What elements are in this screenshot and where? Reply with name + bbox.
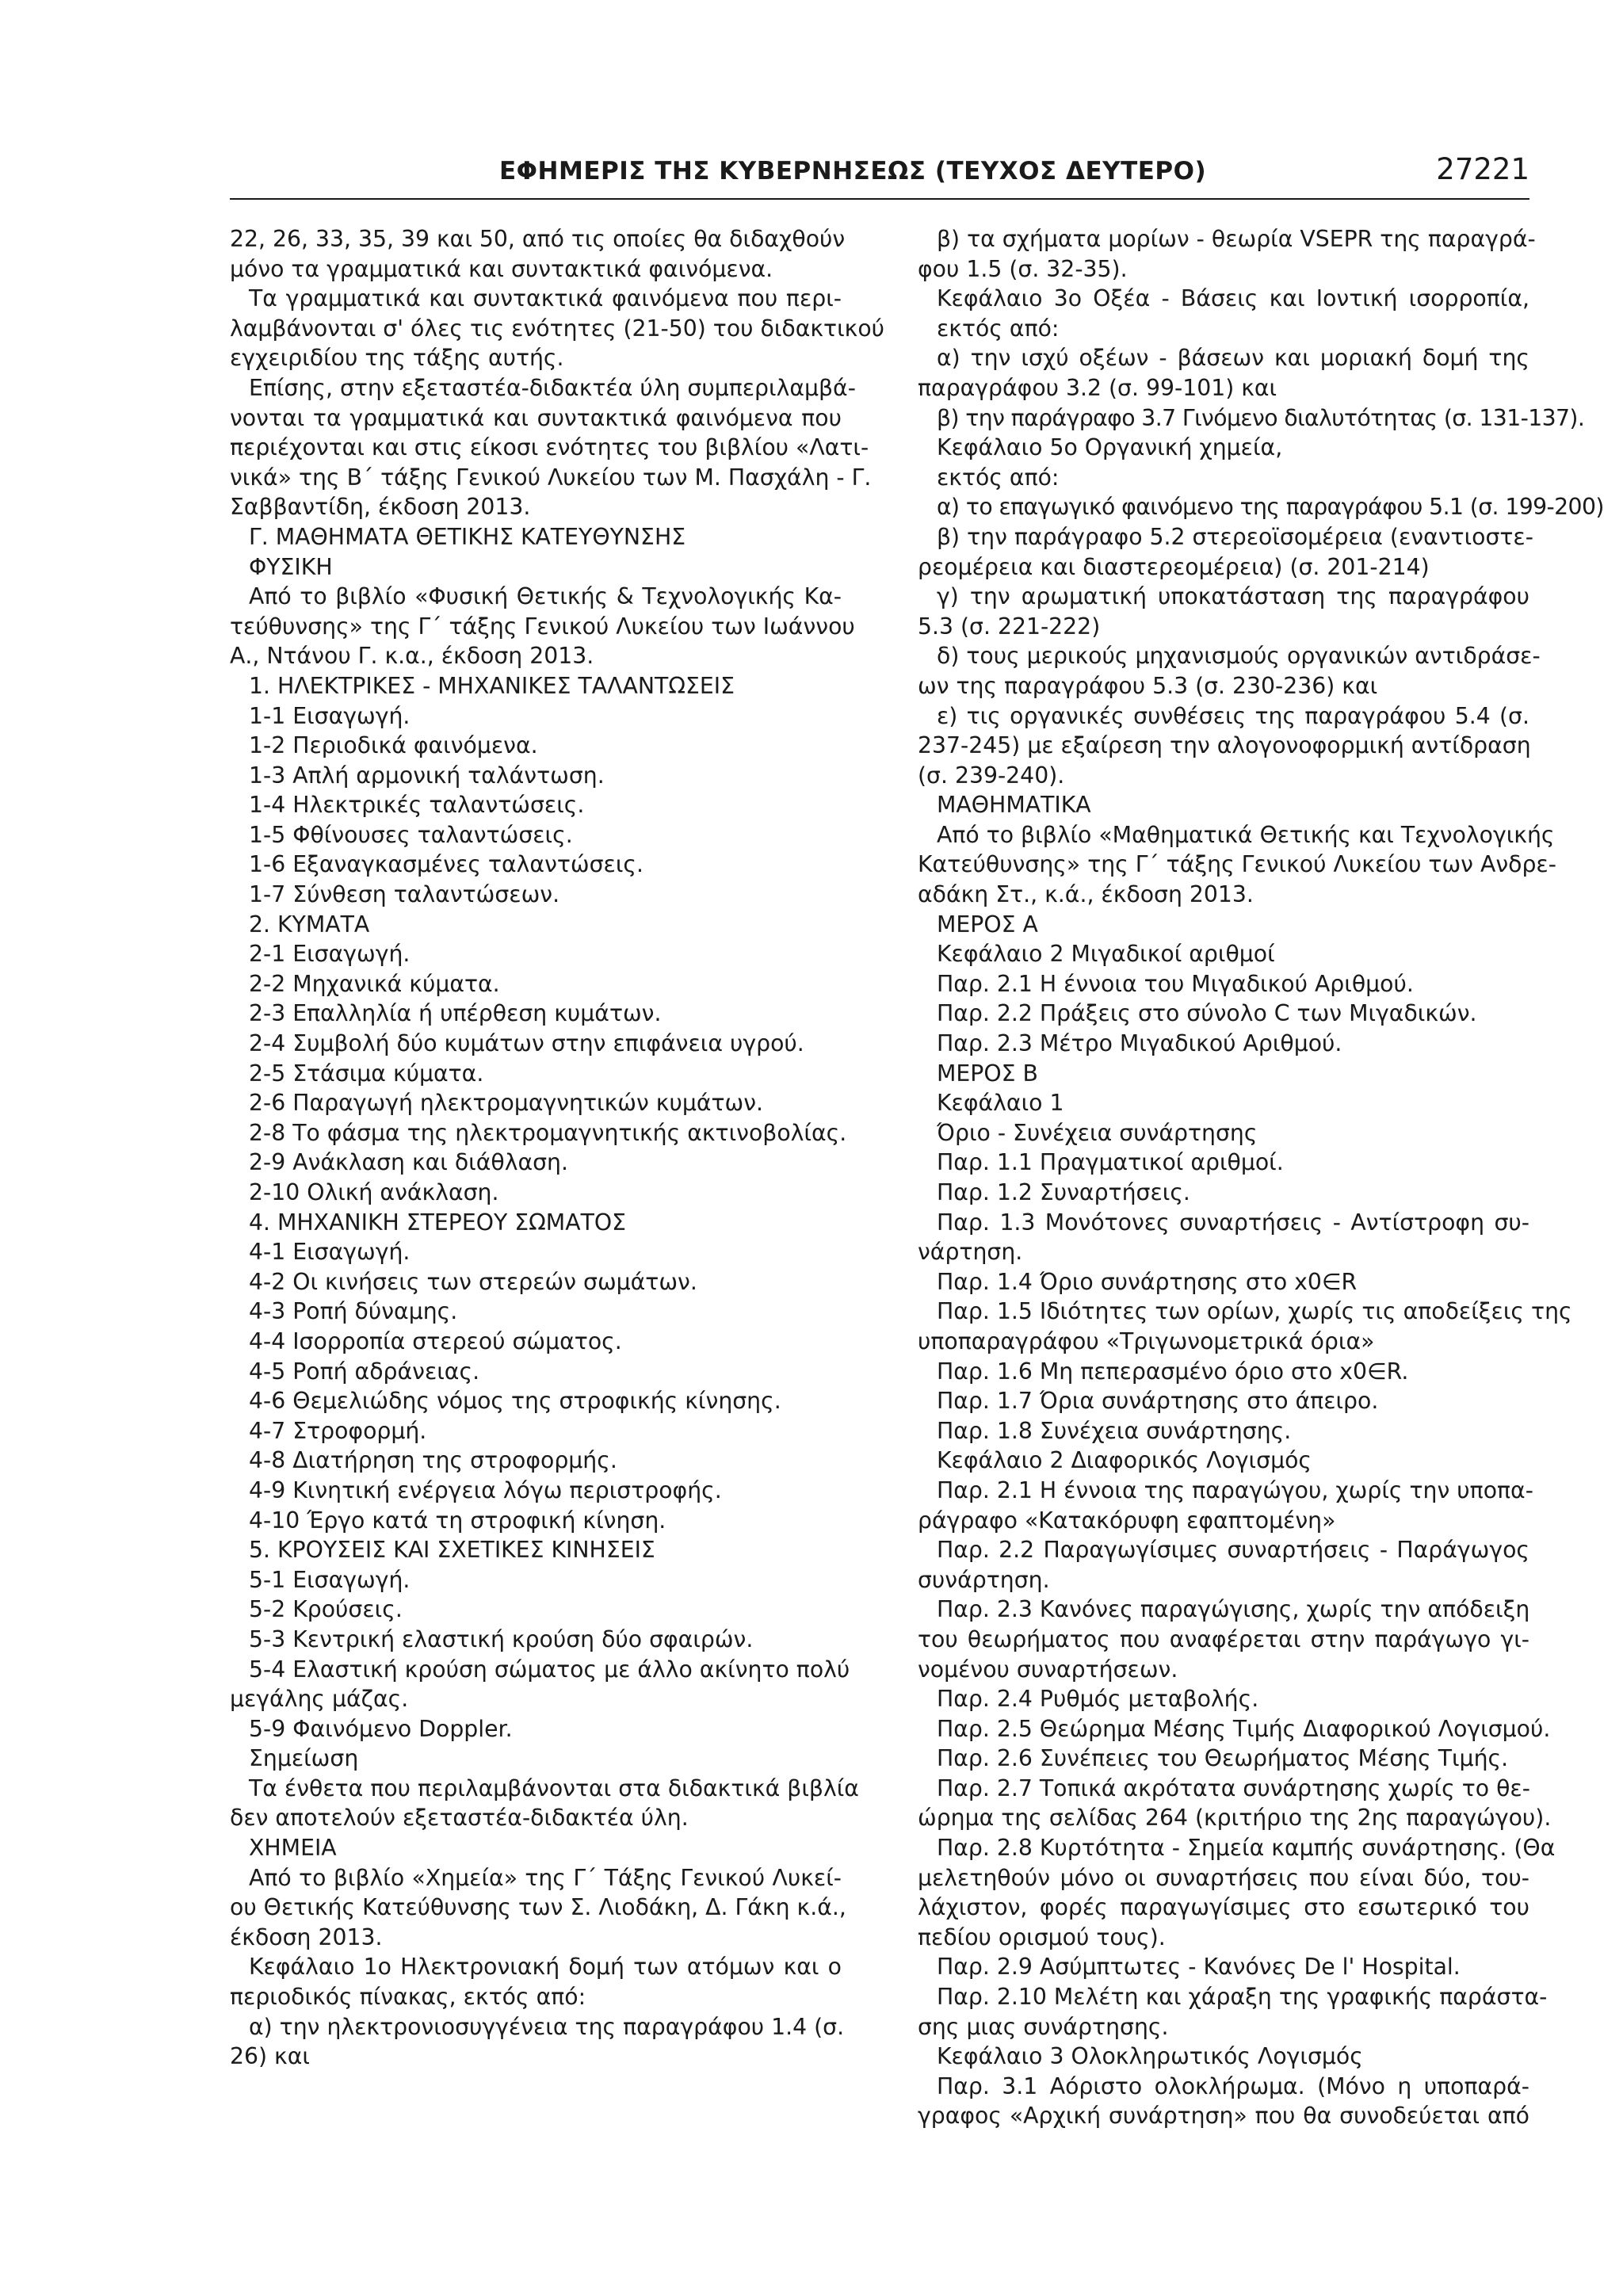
text-line: Παρ. 2.2 Παραγωγίσιμες συναρτήσεις - Παράγωγος: [937, 1537, 1529, 1564]
text-line: ρεομέρεια και διαστερεομέρεια) (σ. 201-214): [918, 553, 1430, 580]
text-line: 22, 26, 33, 35, 39 και 50, από τις οποίες θα διδαχθούν: [230, 226, 846, 252]
text-line: Παρ. 1.7 Όρια συνάρτησης στο άπειρο.: [937, 1388, 1379, 1415]
text-line: μεγάλης μάζας.: [230, 1686, 409, 1713]
text-line: 1-2 Περιοδικά φαινόμενα.: [249, 732, 538, 759]
text-line: Τα ένθετα που περιλαμβάνονται στα διδακτικά βιβλία: [249, 1775, 859, 1801]
text-line: Κατεύθυνσης» της Γ΄ τάξης Γενικού Λυκείου των Ανδρε-: [918, 851, 1556, 878]
text-line: εκτός από:: [937, 464, 1060, 491]
text-line: ων της παραγράφου 5.3 (σ. 230-236) και: [918, 672, 1378, 699]
text-line: νάρτηση.: [918, 1239, 1023, 1266]
text-line: Παρ. 2.9 Ασύμπτωτες - Κανόνες De l' Hospital.: [937, 1954, 1461, 1981]
text-line: 5-9 Φαινόμενο Doppler.: [249, 1715, 513, 1742]
text-line: Κεφάλαιο 3ο Οξέα - Βάσεις και Ιοντική ισορροπία,: [937, 285, 1529, 312]
text-line: Παρ. 1.8 Συνέχεια συνάρτησης.: [937, 1417, 1292, 1444]
text-line: ΧΗΜΕΙΑ: [249, 1835, 337, 1862]
text-line: μελετηθούν μόνο οι συναρτήσεις που είναι δύο, του-: [918, 1864, 1529, 1891]
text-line: 4-6 Θεμελιώδης νόμος της στροφικής κίνησης.: [249, 1388, 781, 1415]
text-line: Παρ. 1.6 Μη πεπερασμένο όριο στο x0∈R.: [937, 1358, 1409, 1385]
text-line: 4-3 Ροπή δύναμης.: [249, 1298, 458, 1325]
text-line: Παρ. 2.1 Η έννοια του Μιγαδικού Αριθμού.: [937, 970, 1414, 997]
text-line: ΜΕΡΟΣ Α: [937, 911, 1038, 938]
text-line: υποπαραγράφου «Τριγωνομετρικά όρια»: [918, 1328, 1375, 1354]
text-line: λαμβάνονται σ' όλες τις ενότητες (21-50) του διδακτικού: [230, 315, 885, 342]
text-line: 26) και: [230, 2043, 310, 2070]
text-line: Κεφάλαιο 2 Μιγαδικοί αριθμοί: [937, 941, 1275, 968]
text-line: α) το επαγωγικό φαινόμενο της παραγράφου 5.1 (σ. 199-200): [937, 494, 1604, 521]
text-line: δ) τους μερικούς μηχανισμούς οργανικών αντιδράσε-: [937, 643, 1541, 670]
text-line: β) τα σχήματα μορίων - θεωρία VSEPR της παραγρά-: [937, 226, 1536, 252]
text-line: συνάρτηση.: [918, 1566, 1050, 1593]
text-line: 2-6 Παραγωγή ηλεκτρομαγνητικών κυμάτων.: [249, 1090, 764, 1117]
text-line: περιοδικός πίνακας, εκτός από:: [230, 1984, 586, 2011]
text-line: Τα γραμματικά και συντακτικά φαινόμενα που περι-: [249, 285, 842, 312]
text-line: πεδίου ορισμού τους).: [918, 1924, 1166, 1950]
text-line: α) την ηλεκτρονιοσυγγένεια της παραγράφου 1.4 (σ.: [249, 2013, 845, 2040]
text-line: 4-9 Κινητική ενέργεια λόγω περιστροφής.: [249, 1477, 722, 1503]
text-line: εκτός από:: [937, 315, 1060, 342]
text-line: β) την παράγραφο 5.2 στερεοϊσομέρεια (εναντιοστε-: [937, 523, 1533, 550]
text-line: Παρ. 2.2 Πράξεις στο σύνολο C των Μιγαδικών.: [937, 1000, 1477, 1027]
text-line: 2. ΚΥΜΑΤΑ: [249, 911, 370, 938]
text-line: β) την παράγραφο 3.7 Γινόμενο διαλυτότητας (σ. 131-137).: [937, 404, 1585, 431]
text-line: ου Θετικής Κατεύθυνσης των Σ. Λιοδάκη, Δ. Γάκη κ.ά.,: [230, 1894, 846, 1921]
text-line: Από το βιβλίο «Χημεία» της Γ΄ Τάξης Γενικού Λυκεί-: [249, 1864, 842, 1891]
text-line: 4-7 Στροφορμή.: [249, 1417, 427, 1444]
text-line: 4-5 Ροπή αδράνειας.: [249, 1358, 480, 1385]
text-line: 1-1 Εισαγωγή.: [249, 702, 411, 729]
text-line: 2-5 Στάσιμα κύματα.: [249, 1060, 484, 1087]
text-line: Σαββαντίδη, έκδοση 2013.: [230, 494, 531, 521]
text-line: τεύθυνσης» της Γ΄ τάξης Γενικού Λυκείου των Ιωάννου: [230, 613, 855, 640]
text-line: Παρ. 2.3 Κανόνες παραγώγισης, χωρίς την απόδειξη: [937, 1596, 1530, 1623]
text-line: Από το βιβλίο «Μαθηματικά Θετικής και Τεχνολογικής: [937, 821, 1555, 848]
text-line: Παρ. 2.7 Τοπικά ακρότατα συνάρτησης χωρίς το θε-: [937, 1775, 1530, 1801]
text-line: 4. ΜΗΧΑΝΙΚΗ ΣΤΕΡΕΟΥ ΣΩΜΑΤΟΣ: [249, 1209, 627, 1236]
text-line: Όριο - Συνέχεια συνάρτησης: [937, 1119, 1258, 1146]
text-line: περιέχονται και στις είκοσι ενότητες του βιβλίου «Λατι-: [230, 434, 869, 461]
text-line: Παρ. 1.3 Μονότονες συναρτήσεις - Αντίστροφη συ-: [937, 1209, 1529, 1236]
text-line: ώρημα της σελίδας 264 (κριτήριο της 2ης παραγώγου).: [918, 1805, 1552, 1832]
text-line: ε) τις οργανικές συνθέσεις της παραγράφου 5.4 (σ.: [937, 702, 1529, 729]
text-line: Α., Ντάνου Γ. κ.α., έκδοση 2013.: [230, 643, 594, 670]
text-line: γραφος «Αρχική συνάρτηση» που θα συνοδεύεται από: [918, 2103, 1529, 2130]
text-line: 5. ΚΡΟΥΣΕΙΣ ΚΑΙ ΣΧΕΤΙΚΕΣ ΚΙΝΗΣΕΙΣ: [249, 1537, 655, 1564]
text-line: 4-2 Οι κινήσεις των στερεών σωμάτων.: [249, 1268, 697, 1295]
text-line: Γ. ΜΑΘΗΜΑΤΑ ΘΕΤΙΚΗΣ ΚΑΤΕΥΘΥΝΣΗΣ: [249, 523, 686, 550]
text-line: Παρ. 1.2 Συναρτήσεις.: [937, 1179, 1190, 1205]
text-line: 4-8 Διατήρηση της στροφορμής.: [249, 1447, 617, 1474]
text-line: 1-4 Ηλεκτρικές ταλαντώσεις.: [249, 792, 585, 819]
page-header: [230, 151, 1529, 195]
text-line: εγχειριδίου της τάξης αυτής.: [230, 345, 564, 372]
text-line: Παρ. 2.6 Συνέπειες του Θεωρήματος Μέσης Τιμής.: [937, 1745, 1509, 1772]
text-line: φου 1.5 (σ. 32-35).: [918, 255, 1128, 282]
text-line: α) την ισχύ οξέων - βάσεων και μοριακή δομή της: [937, 345, 1529, 372]
header-divider: [230, 198, 1529, 200]
text-line: δεν αποτελούν εξεταστέα-διδακτέα ύλη.: [230, 1805, 689, 1832]
text-line: 1-5 Φθίνουσες ταλαντώσεις.: [249, 821, 573, 848]
text-line: ράγραφο «Κατακόρυφη εφαπτομένη»: [918, 1507, 1336, 1534]
text-line: Παρ. 2.4 Ρυθμός μεταβολής.: [937, 1686, 1259, 1713]
text-line: 4-10 Έργο κατά τη στροφική κίνηση.: [249, 1507, 666, 1534]
text-line: Από το βιβλίο «Φυσική Θετικής & Τεχνολογικής Κα-: [249, 583, 842, 610]
text-line: Παρ. 2.8 Κυρτότητα - Σημεία καμπής συνάρτησης. (Θα: [937, 1835, 1556, 1862]
text-line: Παρ. 2.5 Θεώρημα Μέσης Τιμής Διαφορικού Λογισμού.: [937, 1715, 1551, 1742]
text-line: παραγράφου 3.2 (σ. 99-101) και: [918, 374, 1277, 401]
text-line: Παρ. 3.1 Αόριστο ολοκλήρωμα. (Μόνο η υποπαρά-: [937, 2073, 1529, 2099]
text-line: Παρ. 1.4 Όριο συνάρτησης στο x0∈R: [937, 1268, 1358, 1295]
right-column: [918, 224, 1604, 2131]
text-line: 1-7 Σύνθεση ταλαντώσεων.: [249, 881, 560, 908]
page-number: 27221: [1436, 152, 1529, 186]
text-line: 1-3 Απλή αρμονική ταλάντωση.: [249, 762, 605, 789]
text-line: νικά» της Β΄ τάξης Γενικού Λυκείου των Μ. Πασχάλη - Γ.: [230, 464, 872, 491]
text-line: Παρ. 1.1 Πραγματικοί αριθμοί.: [937, 1149, 1284, 1176]
text-line: Παρ. 2.10 Μελέτη και χάραξη της γραφικής παράστα-: [937, 1984, 1548, 2011]
gazette-title: ΕΦΗΜΕΡΙΣ ΤΗΣ ΚΥΒΕΡΝΗΣΕΩΣ (ΤΕΥΧΟΣ ΔΕΥΤΕΡΟ): [499, 157, 1207, 185]
text-line: γ) την αρωματική υποκατάσταση της παραγράφου: [937, 583, 1529, 610]
text-line: Κεφάλαιο 2 Διαφορικός Λογισμός: [937, 1447, 1312, 1474]
text-line: Παρ. 1.5 Ιδιότητες των ορίων, χωρίς τις αποδείξεις της: [937, 1298, 1572, 1325]
text-line: 2-1 Εισαγωγή.: [249, 941, 411, 968]
text-line: αδάκη Στ., κ.ά., έκδοση 2013.: [918, 881, 1254, 908]
text-line: Κεφάλαιο 5ο Οργανική χημεία,: [937, 434, 1283, 461]
text-line: λάχιστον, φορές παραγωγίσιμες στο εσωτερικό του: [918, 1894, 1529, 1921]
text-line: νονται τα γραμματικά και συντακτικά φαινόμενα που: [230, 404, 842, 431]
text-line: 2-4 Συμβολή δύο κυμάτων στην επιφάνεια υγρού.: [249, 1030, 804, 1057]
text-line: 2-2 Μηχανικά κύματα.: [249, 970, 500, 997]
text-line: Παρ. 2.1 Η έννοια της παραγώγου, χωρίς την υποπα-: [937, 1477, 1533, 1503]
text-line: 5-3 Κεντρική ελαστική κρούση δύο σφαιρών.: [249, 1626, 754, 1652]
text-line: 5.3 (σ. 221-222): [918, 613, 1101, 640]
text-line: 2-9 Ανάκλαση και διάθλαση.: [249, 1149, 568, 1176]
text-line: σης μιας συνάρτησης.: [918, 2013, 1169, 2040]
text-line: 4-1 Εισαγωγή.: [249, 1239, 411, 1266]
text-line: 237-245) με εξαίρεση την αλογονοφορμική αντίδραση: [918, 732, 1531, 759]
text-line: του θεωρήματος που αναφέρεται στην παράγωγο γι-: [918, 1626, 1529, 1652]
text-line: 2-8 Το φάσμα της ηλεκτρομαγνητικής ακτινοβολίας.: [249, 1119, 847, 1146]
text-line: 5-1 Εισαγωγή.: [249, 1566, 411, 1593]
text-line: 4-4 Ισορροπία στερεού σώματος.: [249, 1328, 622, 1354]
text-line: ΜΕΡΟΣ Β: [937, 1060, 1038, 1087]
text-line: 5-2 Κρούσεις.: [249, 1596, 403, 1623]
text-line: 1-6 Εξαναγκασμένες ταλαντώσεις.: [249, 851, 644, 878]
left-column: [230, 224, 885, 2072]
text-line: έκδοση 2013.: [230, 1924, 383, 1950]
text-line: Κεφάλαιο 1ο Ηλεκτρονιακή δομή των ατόμων και ο: [249, 1954, 842, 1981]
text-line: Επίσης, στην εξεταστέα-διδακτέα ύλη συμπεριλαμβά-: [249, 374, 856, 401]
text-line: ΦΥΣΙΚΗ: [249, 553, 333, 580]
text-line: μόνο τα γραμματικά και συντακτικά φαινόμενα.: [230, 255, 773, 282]
text-line: ΜΑΘΗΜΑΤΙΚΑ: [937, 792, 1091, 819]
text-line: Κεφάλαιο 3 Ολοκληρωτικός Λογισμός: [937, 2043, 1363, 2070]
text-line: νομένου συναρτήσεων.: [918, 1656, 1178, 1683]
text-line: Παρ. 2.3 Μέτρο Μιγαδικού Αριθμού.: [937, 1030, 1342, 1057]
text-line: Κεφάλαιο 1: [937, 1090, 1064, 1117]
text-line: (σ. 239-240).: [918, 762, 1065, 789]
text-line: 2-10 Ολική ανάκλαση.: [249, 1179, 499, 1205]
text-line: 2-3 Επαλληλία ή υπέρθεση κυμάτων.: [249, 1000, 662, 1027]
text-line: 1. ΗΛΕΚΤΡΙΚΕΣ - ΜΗΧΑΝΙΚΕΣ ΤΑΛΑΝΤΩΣΕΙΣ: [249, 672, 735, 699]
text-line: Σημείωση: [249, 1745, 359, 1772]
text-line: 5-4 Ελαστική κρούση σώματος με άλλο ακίνητο πολύ: [249, 1656, 850, 1683]
